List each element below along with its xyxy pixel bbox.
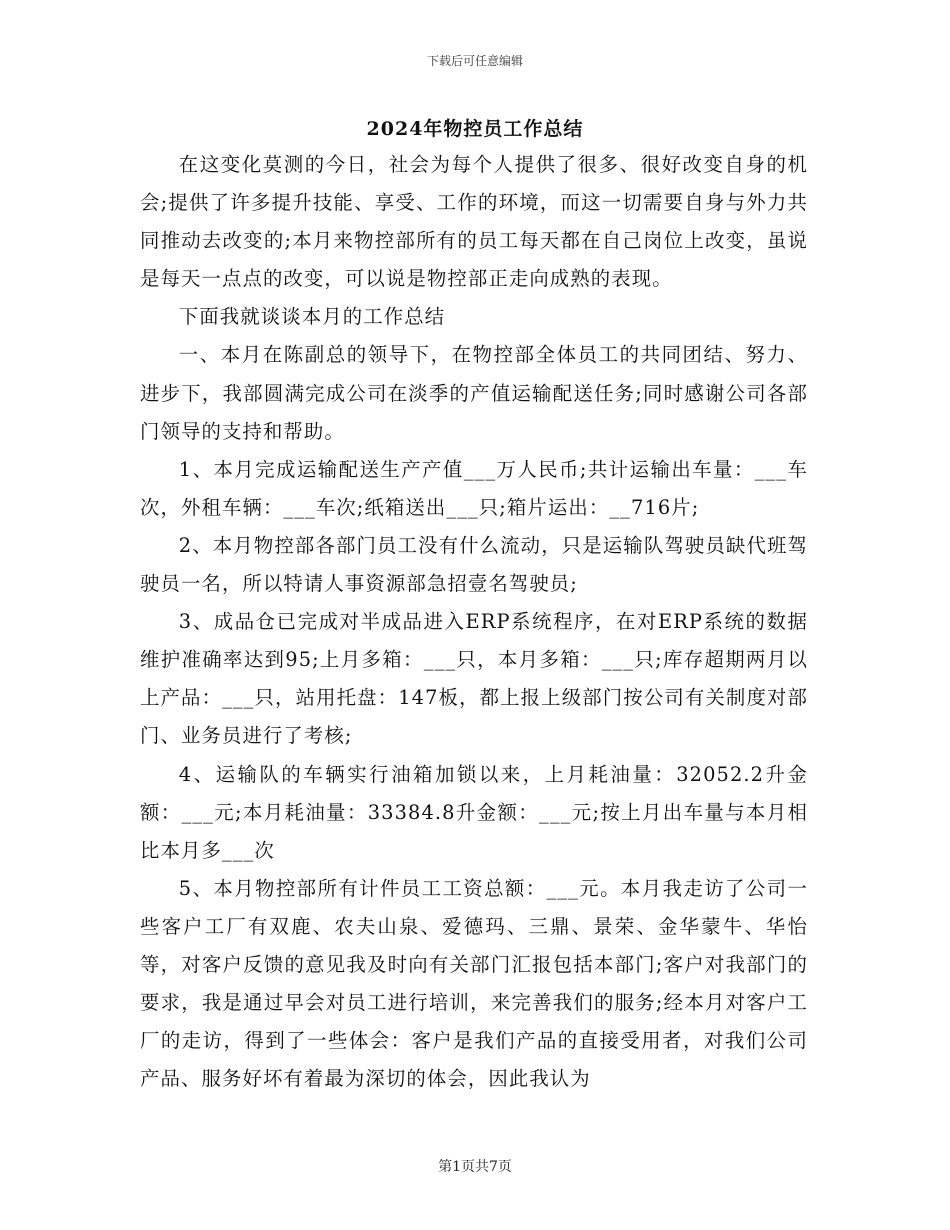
paragraph-item-5: 5、本月物控部所有计件员工工资总额：___元。本月我走访了公司一些客户工厂有双鹿、农夫山泉、爱德玛、三鼎、景荣、金华蒙牛、华怡等，对客户反馈的意见我及时向有关部门汇报包括本部门;客户对我部门的要求，我是通过早会对员工进行培训，来完善我们的服务;经本月对客户工厂的走访，得到了一些体会：客户是我们产品的直接受用者，对我们公司产品、服务好坏有着最为深切的体会，因此我认为 [140,876,808,1091]
document-title: 2024年物控员工作总结 [366,118,584,140]
document-body [140,146,808,1098]
paragraph-intro: 在这变化莫测的今日，社会为每个人提供了很多、很好改变自身的机会;提供了许多提升技能、享受、工作的环境，而这一切需要自身与外力共同推动去改变的;本月来物控部所有的员工每天都在自己岗位上改变，虽说是每天一点点的改变，可以说是物控部正走向成熟的表现。 [140,153,808,291]
paragraph-item-4: 4、运输队的车辆实行油箱加锁以来，上月耗油量：32052.2升金额：___元;本月耗油量：33384.8升金额：___元;按上月出车量与本月相比本月多___次 [140,762,808,862]
paragraph-summary-lead: 下面我就谈谈本月的工作总结 [178,305,446,329]
page-number: 第1页共7页 [438,1159,512,1175]
header-note: 下载后可任意编辑 [426,54,523,68]
paragraph-item-2: 2、本月物控部各部门员工没有什么流动，只是运输队驾驶员缺代班驾驶员一名，所以特请人事资源部急招壹名驾驶员; [140,533,808,596]
paragraph-item-3: 3、成品仓已完成对半成品进入ERP系统程序，在对ERP系统的数据维护准确率达到95;上月多箱：___只，本月多箱：___只;库存超期两月以上产品：___只，站用托盘：147板，都上报上级部门按公司有关制度对部门、业务员进行了考核; [140,610,808,748]
paragraph-section-one: 一、本月在陈副总的领导下，在物控部全体员工的共同团结、努力、进步下，我部圆满完成公司在淡季的产值运输配送任务;同时感谢公司各部门领导的支持和帮助。 [140,343,808,443]
paragraph-item-1: 1、本月完成运输配送生产产值___万人民币;共计运输出车量：___车次，外租车辆：___车次;纸箱送出___只;箱片运出：__716片; [140,457,808,519]
